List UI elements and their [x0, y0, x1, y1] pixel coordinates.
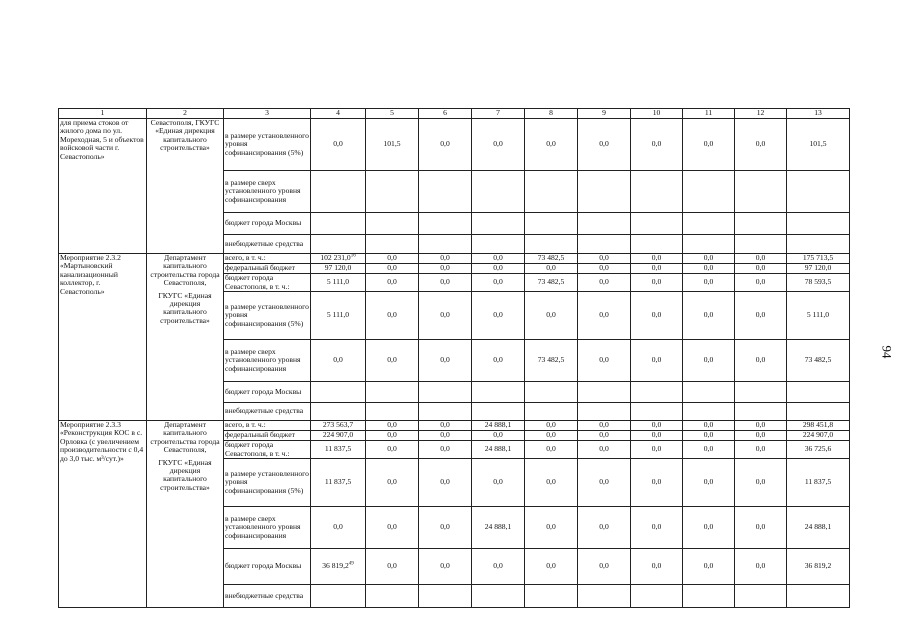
value-cell: [419, 585, 472, 608]
value-cell: [683, 382, 735, 403]
value-cell: 101,5: [366, 119, 419, 171]
value-cell: 0,0: [631, 421, 683, 431]
value-cell: [578, 171, 631, 213]
value-cell: [787, 585, 850, 608]
value-cell: [472, 382, 525, 403]
value-cell: 0,0: [419, 119, 472, 171]
value-cell: [419, 403, 472, 421]
column-header: 7: [472, 109, 525, 119]
value-cell: [525, 382, 578, 403]
value-cell: 97 120,0: [311, 264, 366, 274]
value-cell: 0,0: [683, 459, 735, 507]
executor: Департамент капитального строительства города Севастополя,: [147, 254, 224, 292]
value-cell: 36 725,6: [787, 441, 850, 459]
value-cell: 175 713,5: [787, 254, 850, 264]
value-cell: 0,0: [472, 254, 525, 264]
value-cell: [366, 171, 419, 213]
value-cell: 224 907,0: [311, 431, 366, 441]
value-cell: 0,0: [366, 441, 419, 459]
value-text: 102 231,0: [320, 253, 351, 263]
value-cell: 0,0: [419, 340, 472, 382]
value-cell: [419, 213, 472, 235]
funding-source: в размере установленного уровня софинансирования (5%): [224, 119, 311, 171]
value-cell: [311, 585, 366, 608]
value-cell: [419, 171, 472, 213]
value-cell: 0,0: [631, 507, 683, 549]
value-cell: 0,0: [419, 421, 472, 431]
table-row: [59, 292, 850, 340]
value-cell: 0,0: [366, 264, 419, 274]
header-row: [59, 109, 850, 119]
value-cell: [735, 403, 787, 421]
value-cell: [578, 382, 631, 403]
column-header: 1: [59, 109, 147, 119]
value-cell: 0,0: [366, 340, 419, 382]
value-cell: 0,0: [683, 274, 735, 292]
value-cell: 0,0: [631, 459, 683, 507]
value-cell: [311, 171, 366, 213]
value-cell: 0,0: [472, 549, 525, 585]
value-cell: 0,0: [631, 340, 683, 382]
value-cell: 224 907,0: [787, 431, 850, 441]
value-cell: [683, 171, 735, 213]
executor: Департамент капитального строительства города Севастополя,: [147, 421, 224, 459]
funding-source: внебюджетные средства: [224, 403, 311, 421]
value-cell: 0,0: [683, 441, 735, 459]
value-cell: 0,0: [735, 431, 787, 441]
value-cell: [366, 403, 419, 421]
column-header: 9: [578, 109, 631, 119]
value-cell: 0,0: [419, 431, 472, 441]
value-cell: 0,0: [578, 441, 631, 459]
value-cell: [311, 403, 366, 421]
value-cell: 0,0: [735, 549, 787, 585]
column-header: 4: [311, 109, 366, 119]
value-cell: [311, 235, 366, 254]
value-cell: 0,0: [683, 431, 735, 441]
table-row: [59, 421, 850, 431]
value-cell: 0,0: [683, 264, 735, 274]
value-cell: 0,0: [311, 119, 366, 171]
value-cell: 0,0: [472, 274, 525, 292]
table-body: [59, 109, 850, 608]
value-cell: 0,0: [631, 441, 683, 459]
value-cell: [366, 382, 419, 403]
value-cell: 0,0: [578, 274, 631, 292]
value-cell: 24 888,1: [787, 507, 850, 549]
footnote-mark: 49: [348, 561, 354, 567]
value-cell: [735, 213, 787, 235]
value-cell: 0,0: [578, 340, 631, 382]
value-cell: 0,0: [419, 264, 472, 274]
value-cell: 36 819,2: [787, 549, 850, 585]
value-cell: 0,0: [578, 292, 631, 340]
value-cell: 0,0: [472, 264, 525, 274]
value-cell: 24 888,1: [472, 441, 525, 459]
value-cell: 0,0: [366, 421, 419, 431]
funding-source: бюджет города Москвы: [224, 549, 311, 585]
value-cell: [631, 235, 683, 254]
value-cell: 0,0: [525, 264, 578, 274]
column-header: 12: [735, 109, 787, 119]
value-cell: 0,0: [472, 431, 525, 441]
value-cell: 0,0: [683, 254, 735, 264]
value-cell: 0,0: [683, 292, 735, 340]
value-cell: [787, 213, 850, 235]
funding-source: всего, в т. ч.:: [224, 421, 311, 431]
value-cell: 0,0: [311, 507, 366, 549]
value-cell: 5 111,0: [311, 274, 366, 292]
value-cell: 0,0: [419, 292, 472, 340]
value-cell: 0,0: [419, 549, 472, 585]
value-cell: [419, 382, 472, 403]
value-cell: [631, 213, 683, 235]
funding-source: федеральный бюджет: [224, 431, 311, 441]
value-cell: 0,0: [735, 264, 787, 274]
footnote-mark: 16: [350, 253, 356, 259]
value-cell: 0,0: [683, 421, 735, 431]
column-header: 2: [147, 109, 224, 119]
value-cell: 0,0: [578, 421, 631, 431]
funding-source: в размере сверх установленного уровня софинансирования: [224, 340, 311, 382]
value-cell: 0,0: [525, 292, 578, 340]
value-cell: 11 837,5: [787, 459, 850, 507]
value-cell: 0,0: [419, 441, 472, 459]
column-header: 6: [419, 109, 472, 119]
value-cell: 0,0: [735, 119, 787, 171]
value-cell: [472, 403, 525, 421]
value-cell: [472, 213, 525, 235]
activity-name: Мероприятие 2.3.2 «Мартыновский канализационный коллектор, г. Севастополь»: [59, 254, 147, 421]
value-cell: 0,0: [735, 441, 787, 459]
value-cell: 73 482,5: [525, 254, 578, 264]
value-cell: 0,0: [631, 274, 683, 292]
funding-source: внебюджетные средства: [224, 235, 311, 254]
value-cell: [366, 585, 419, 608]
value-cell: 0,0: [366, 507, 419, 549]
value-cell: [366, 213, 419, 235]
value-cell: 0,0: [735, 340, 787, 382]
value-cell: 5 111,0: [311, 292, 366, 340]
funding-source: в размере сверх установленного уровня софинансирования: [224, 171, 311, 213]
value-cell: 11 837,5: [311, 441, 366, 459]
column-header: 8: [525, 109, 578, 119]
value-cell: [419, 235, 472, 254]
value-cell: 0,0: [525, 431, 578, 441]
value-cell: 0,0: [578, 507, 631, 549]
value-cell: 0,0: [472, 119, 525, 171]
value-cell: [525, 235, 578, 254]
budget-table: [58, 108, 850, 608]
value-cell: 0,0: [366, 431, 419, 441]
value-cell: 24 888,1: [472, 421, 525, 431]
value-cell: 0,0: [311, 340, 366, 382]
value-cell: [525, 213, 578, 235]
value-cell: 0,0: [735, 459, 787, 507]
value-cell: 0,0: [472, 459, 525, 507]
value-cell: 0,0: [366, 459, 419, 507]
value-cell: 0,0: [366, 549, 419, 585]
value-cell: 0,0: [683, 507, 735, 549]
value-cell: [472, 585, 525, 608]
value-cell: [787, 171, 850, 213]
value-cell: [735, 171, 787, 213]
value-cell: 0,0: [419, 274, 472, 292]
column-header: 13: [787, 109, 850, 119]
value-cell: 0,0: [525, 119, 578, 171]
value-cell: [735, 382, 787, 403]
value-cell: 0,0: [735, 507, 787, 549]
value-cell: 0,0: [631, 292, 683, 340]
value-cell: [311, 254, 366, 264]
value-cell: [525, 403, 578, 421]
value-cell: 73 482,5: [525, 274, 578, 292]
value-cell: 0,0: [631, 431, 683, 441]
value-cell: [578, 403, 631, 421]
value-cell: 0,0: [735, 274, 787, 292]
value-cell: [578, 585, 631, 608]
value-cell: 0,0: [419, 507, 472, 549]
value-cell: 0,0: [578, 254, 631, 264]
funding-source: внебюджетные средства: [224, 585, 311, 608]
value-cell: [787, 403, 850, 421]
funding-source: всего, в т. ч.:: [224, 254, 311, 264]
table-row: [59, 254, 850, 264]
value-cell: [631, 585, 683, 608]
value-cell: 73 482,5: [525, 340, 578, 382]
value-cell: [683, 213, 735, 235]
value-cell: 298 451,8: [787, 421, 850, 431]
column-header: 5: [366, 109, 419, 119]
value-text: 36 819,2: [322, 561, 349, 571]
funding-source: в размере установленного уровня софинансирования (5%): [224, 459, 311, 507]
value-cell: 0,0: [525, 421, 578, 431]
column-header: 3: [224, 109, 311, 119]
value-cell: 0,0: [683, 549, 735, 585]
value-cell: 0,0: [631, 119, 683, 171]
value-cell: 0,0: [419, 254, 472, 264]
value-cell: 0,0: [631, 254, 683, 264]
value-cell: 0,0: [735, 292, 787, 340]
value-cell: [525, 585, 578, 608]
value-cell: 11 837,5: [311, 459, 366, 507]
value-cell: 97 120,0: [787, 264, 850, 274]
value-cell: 5 111,0: [787, 292, 850, 340]
value-cell: 73 482,5: [787, 340, 850, 382]
executor: Севастополя, ГКУГС «Единая дирекция капитального строительства»: [147, 119, 224, 254]
funding-source: в размере сверх установленного уровня софинансирования: [224, 507, 311, 549]
value-cell: 0,0: [472, 292, 525, 340]
page-number: 94: [879, 345, 895, 359]
value-cell: [366, 235, 419, 254]
value-cell: 0,0: [525, 441, 578, 459]
value-cell: 78 593,5: [787, 274, 850, 292]
executor: ГКУГС «Единая дирекция капитального строительства»: [147, 459, 224, 608]
value-cell: [683, 403, 735, 421]
value-cell: 0,0: [735, 421, 787, 431]
value-cell: [735, 235, 787, 254]
value-cell: [578, 213, 631, 235]
value-cell: [525, 171, 578, 213]
value-cell: 0,0: [631, 549, 683, 585]
value-cell: 0,0: [735, 254, 787, 264]
value-cell: 101,5: [787, 119, 850, 171]
value-cell: 0,0: [578, 264, 631, 274]
funding-source: федеральный бюджет: [224, 264, 311, 274]
value-cell: [472, 171, 525, 213]
executor: ГКУГС «Единая дирекция капитального строительства»: [147, 292, 224, 421]
value-cell: [311, 549, 366, 585]
value-cell: [683, 585, 735, 608]
value-cell: 0,0: [578, 549, 631, 585]
value-cell: 0,0: [366, 292, 419, 340]
value-cell: [683, 235, 735, 254]
table-row: [59, 119, 850, 171]
value-cell: 273 563,7: [311, 421, 366, 431]
column-header: 11: [683, 109, 735, 119]
value-cell: [787, 382, 850, 403]
value-cell: [472, 235, 525, 254]
column-header: 10: [631, 109, 683, 119]
activity-name: для приема стоков от жилого дома по ул. Мореходная, 5 и объектов войсковой части г. Севастополь»: [59, 119, 147, 254]
value-cell: 0,0: [631, 264, 683, 274]
value-cell: 0,0: [366, 254, 419, 264]
value-cell: 0,0: [578, 459, 631, 507]
value-cell: 0,0: [578, 431, 631, 441]
funding-source: бюджет города Севастополя, в т. ч.:: [224, 274, 311, 292]
value-cell: [631, 171, 683, 213]
value-cell: [311, 382, 366, 403]
value-cell: 0,0: [525, 549, 578, 585]
value-cell: 0,0: [578, 119, 631, 171]
value-cell: [787, 235, 850, 254]
value-cell: [735, 585, 787, 608]
value-cell: [311, 213, 366, 235]
funding-source: в размере установленного уровня софинансирования (5%): [224, 292, 311, 340]
value-cell: 0,0: [525, 459, 578, 507]
funding-source: бюджет города Москвы: [224, 213, 311, 235]
value-cell: 0,0: [366, 274, 419, 292]
funding-source: бюджет города Москвы: [224, 382, 311, 403]
value-cell: [631, 403, 683, 421]
value-cell: 0,0: [419, 459, 472, 507]
value-cell: 24 888,1: [472, 507, 525, 549]
table-row: [59, 459, 850, 507]
activity-name: Мероприятие 2.3.3 «Реконструкция КОС в с. Орловка (с увеличением производительности с 0,4 до 3,0 тыс. м³/сут.)»: [59, 421, 147, 608]
value-cell: 0,0: [472, 340, 525, 382]
value-cell: 0,0: [683, 119, 735, 171]
funding-source: бюджет города Севастополя, в т. ч.:: [224, 441, 311, 459]
value-cell: 0,0: [683, 340, 735, 382]
value-cell: [578, 235, 631, 254]
value-cell: [631, 382, 683, 403]
value-cell: 0,0: [525, 507, 578, 549]
